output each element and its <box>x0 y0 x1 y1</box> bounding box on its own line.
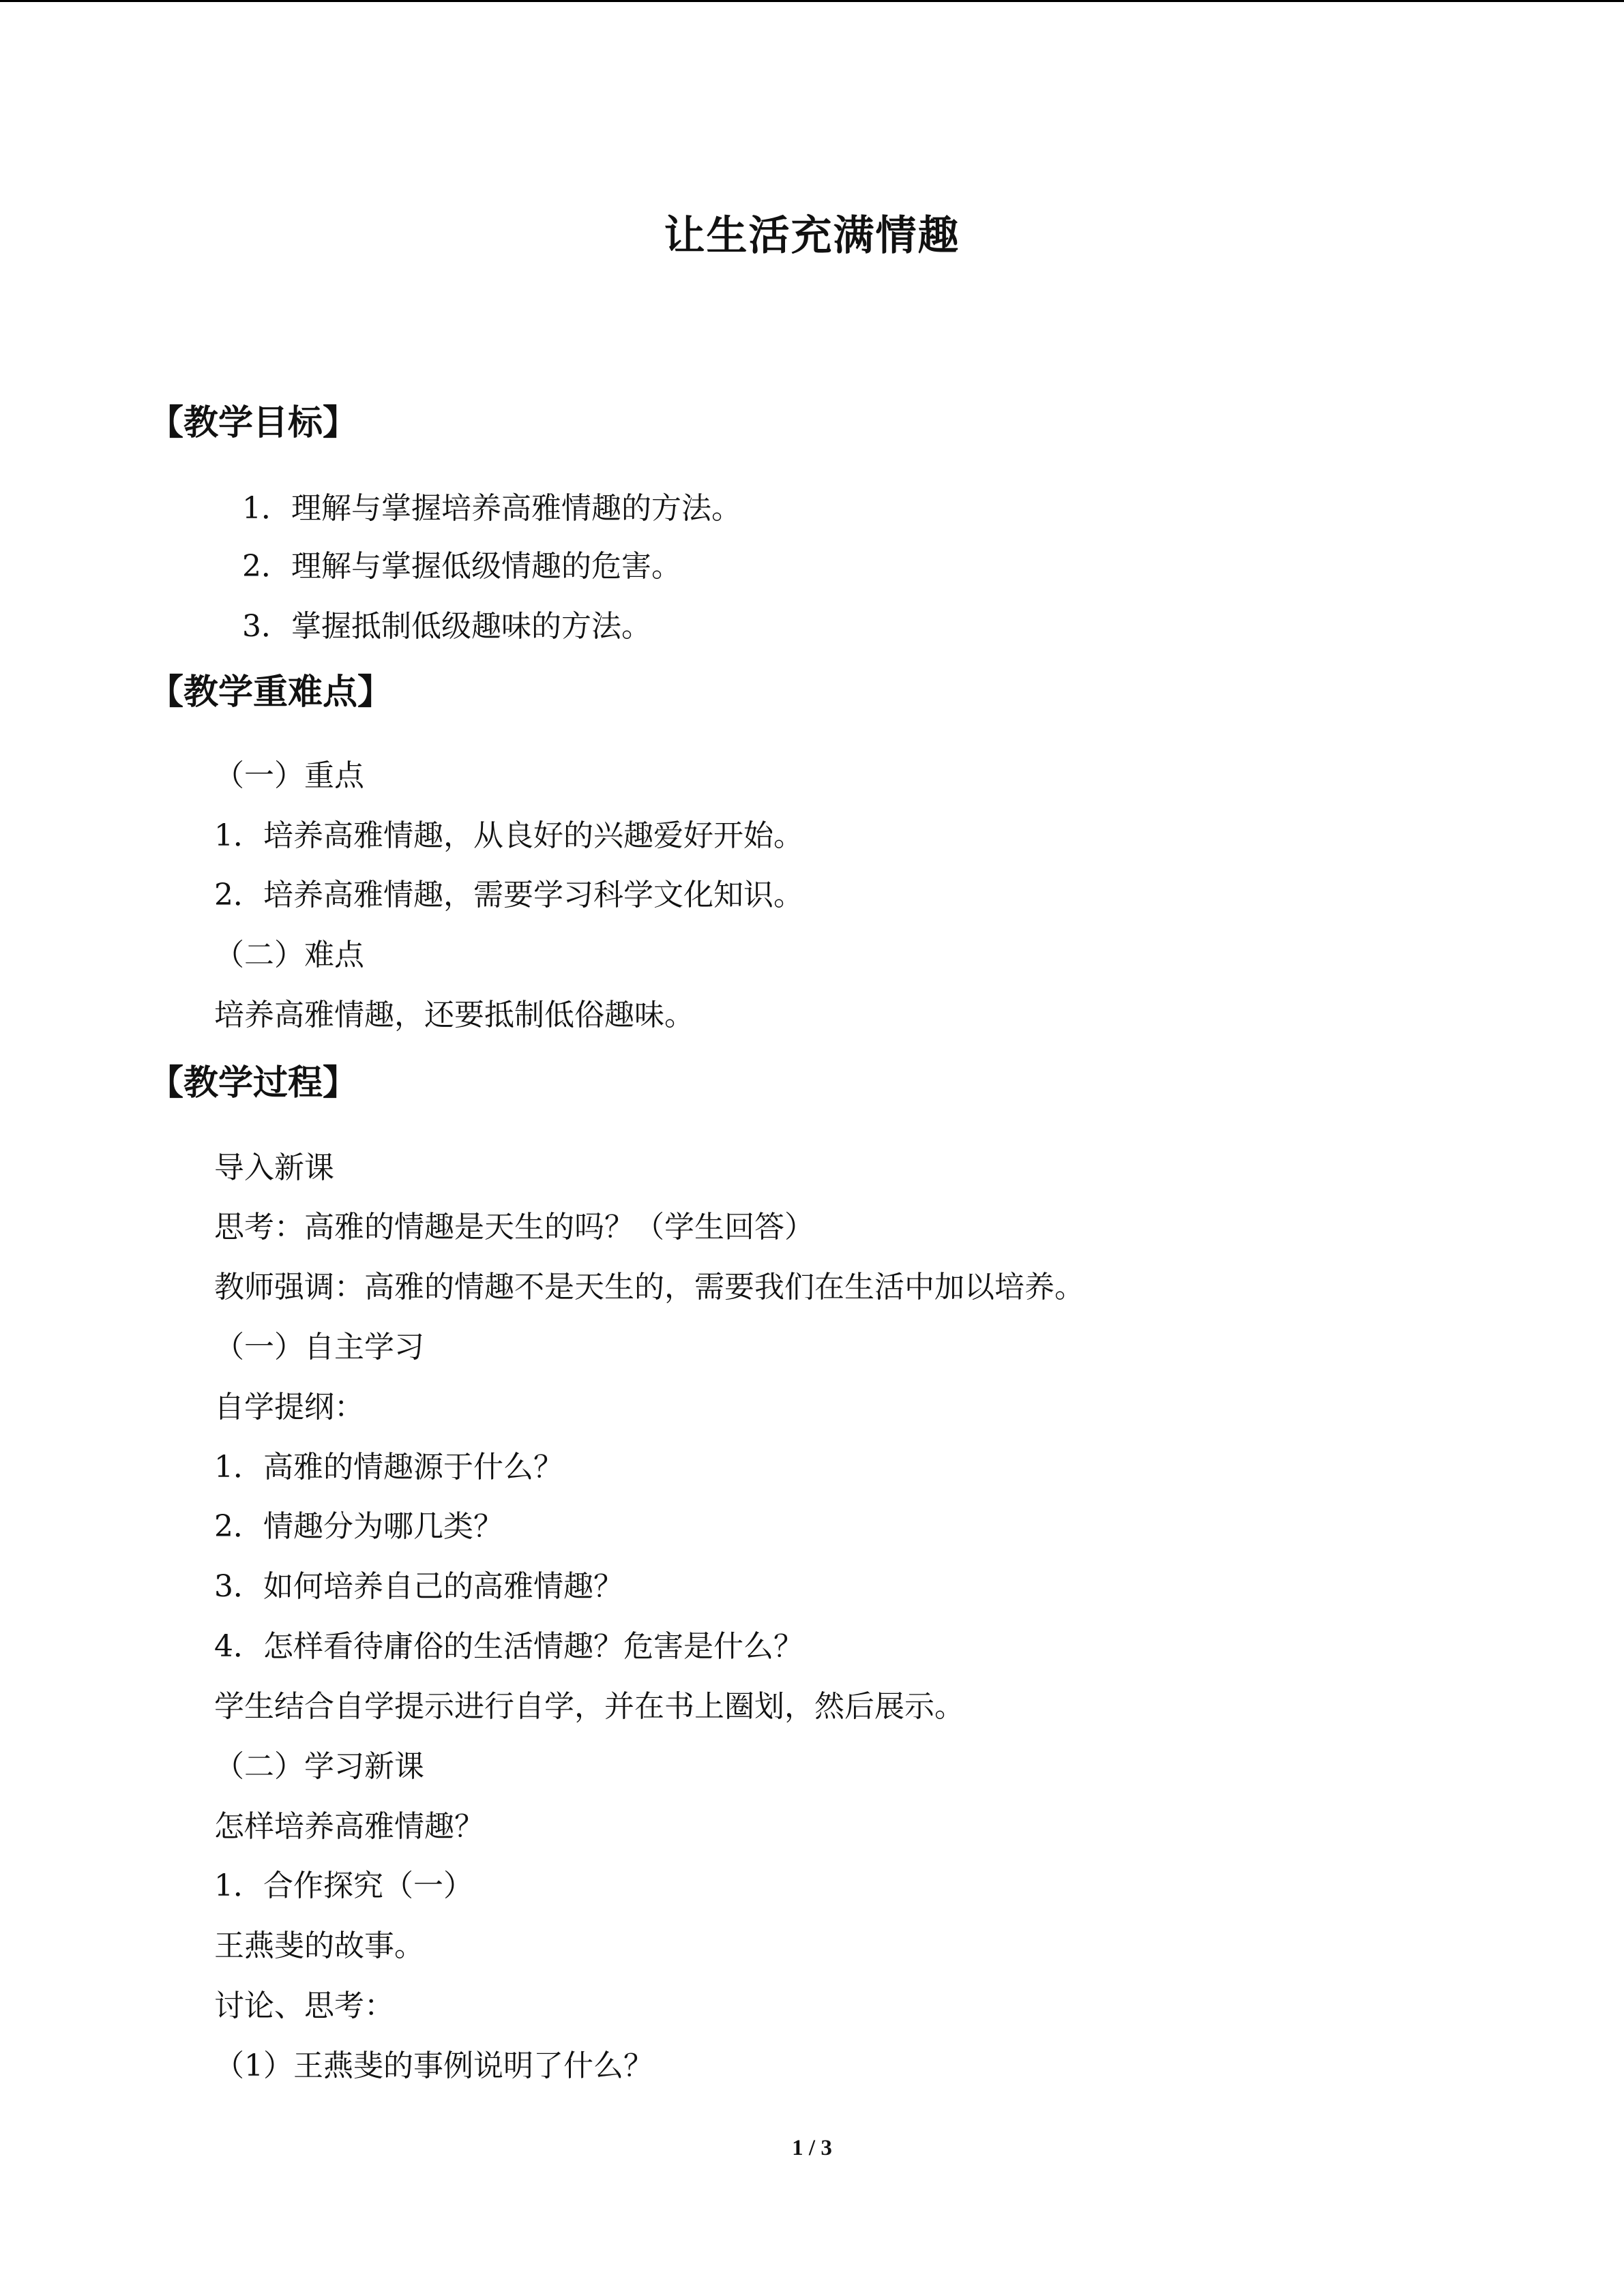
process-line-5: 自学提纲： <box>214 1390 364 1425</box>
process-line-4: （一）自主学习 <box>214 1330 424 1365</box>
key-points-line-1: （一）重点 <box>214 758 364 793</box>
goal-item-3: 3．掌握抵制低级趣味的方法。 <box>242 609 651 644</box>
key-points-line-2: 1．培养高雅情趣，从良好的兴趣爱好开始。 <box>214 818 803 853</box>
goal-item-1: 1．理解与掌握培养高雅情趣的方法。 <box>242 491 741 526</box>
process-line-6: 1．高雅的情趣源于什么？ <box>214 1450 563 1485</box>
process-line-15: 讨论、思考： <box>214 1988 394 2023</box>
section-heading-goals: 【教学目标】 <box>149 403 358 443</box>
key-points-line-5: 培养高雅情趣，还要抵制低俗趣味。 <box>214 998 694 1032</box>
process-line-3: 教师强调：高雅的情趣不是天生的，需要我们在生活中加以培养。 <box>214 1270 1084 1304</box>
goal-item-2: 2．理解与掌握低级情趣的危害。 <box>242 549 681 584</box>
section-heading-key-points: 【教学重难点】 <box>149 672 393 713</box>
process-line-1: 导入新课 <box>214 1150 334 1185</box>
process-line-2: 思考：高雅的情趣是天生的吗？（学生回答） <box>214 1210 814 1244</box>
key-points-line-4: （二）难点 <box>214 938 364 972</box>
process-line-16: （1）王燕斐的事例说明了什么？ <box>214 2048 653 2083</box>
process-line-14: 王燕斐的故事。 <box>214 1928 424 1963</box>
process-line-7: 2．情趣分为哪几类？ <box>214 1509 503 1544</box>
process-line-8: 3．如何培养自己的高雅情趣？ <box>214 1569 623 1604</box>
page-number: 1 / 3 <box>792 2136 832 2160</box>
process-line-11: （二）学习新课 <box>214 1749 424 1784</box>
process-line-13: 1．合作探究（一） <box>214 1868 473 1903</box>
key-points-line-3: 2．培养高雅情趣，需要学习科学文化知识。 <box>214 878 803 912</box>
process-line-9: 4．怎样看待庸俗的生活情趣？危害是什么？ <box>214 1629 803 1664</box>
document-title: 让生活充满情趣 <box>664 212 960 260</box>
process-line-10: 学生结合自学提示进行自学，并在书上圈划，然后展示。 <box>214 1689 964 1724</box>
process-line-12: 怎样培养高雅情趣？ <box>214 1809 484 1844</box>
section-heading-process: 【教学过程】 <box>149 1063 358 1103</box>
